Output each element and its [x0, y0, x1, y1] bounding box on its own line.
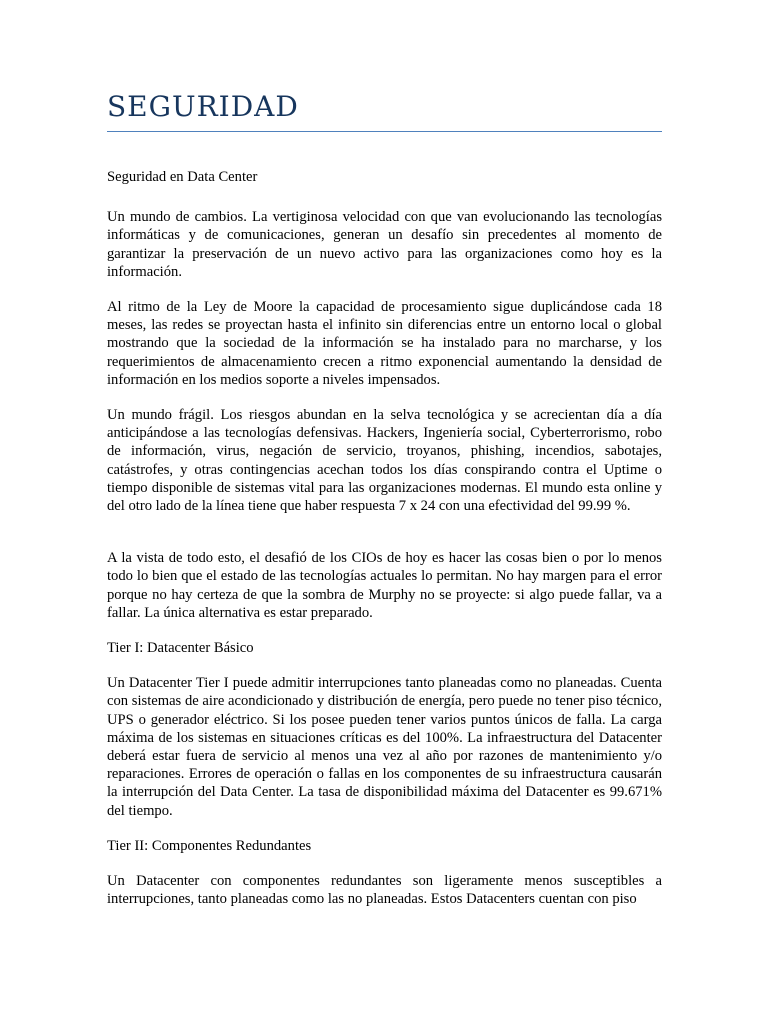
title-divider — [107, 131, 662, 132]
paragraph-2: Al ritmo de la Ley de Moore la capacidad de procesamiento sigue duplicándose cada 18 meses, las redes se proyectan hasta el infinito sin diferencias entre un entorno local o global mostrando que la sociedad de la información se ha instalado para no marcharse, y los requerimientos de almacenamiento crecen a ritmo exponencial aumentando la densidad de información en los medios soporte a niveles impensados. — [107, 299, 662, 388]
paragraph-4: A la vista de todo esto, el desafió de los CIOs de hoy es hacer las cosas bien o por lo menos todo lo bien que el estado de las tecnologías actuales lo permitan. No hay margen para el error porque no hay certeza de que la sombra de Murphy no se proyecte: si algo puede fallar, va a fallar. La única alternativa es estar preparado. — [107, 550, 662, 621]
tier2-heading: Tier II: Componentes Redundantes — [107, 837, 312, 854]
section-subtitle: Seguridad en Data Center — [107, 169, 258, 185]
tier1-heading: Tier I: Datacenter Básico — [107, 640, 254, 657]
tier2-paragraph: Un Datacenter con componentes redundantes son ligeramente menos susceptibles a interrupciones, tanto planeadas como las no planeadas. Estos Datacenters cuentan con piso — [107, 873, 662, 908]
document-title: SEGURIDAD — [107, 90, 299, 123]
paragraph-1: Un mundo de cambios. La vertiginosa velocidad con que van evolucionando las tecnologías informáticas y de comunicaciones, generan un desafío sin precedentes al momento de garantizar la preservación de un nuevo activo para las organizaciones como hoy es la información. — [107, 209, 662, 280]
paragraph-3: Un mundo frágil. Los riesgos abundan en la selva tecnológica y se acrecientan día a día anticipándose a las tecnologías defensivas. Hackers, Ingeniería social, Cyberterrorismo, robo de información, virus, negación de servicio, troyanos, phishing, incendios, sabotajes, catástrofes, y otras contingencias acechan todos los días conspirando contra el Uptime o tiempo disponible de sistemas vital para las organizaciones modernas. El mundo esta online y del otro lado de la línea tiene que haber respuesta 7 x 24 con una efectividad del 99.99 %. — [107, 407, 662, 515]
document-body — [107, 168, 662, 909]
tier1-paragraph: Un Datacenter Tier I puede admitir interrupciones tanto planeadas como no planeadas. Cuenta con sistemas de aire acondicionado y distribución de energía, pero puede no tener piso técnico, UPS o generador eléctrico. Si los posee pueden tener varios puntos únicos de falla. La carga máxima de los sistemas en situaciones críticas es del 100%. La infraestructura del Datacenter deberá estar fuera de servicio al menos una vez al año por razones de mantenimiento y/o reparaciones. Errores de operación o fallas en los componentes de su infraestructura causarán la interrupción del Data Center. La tasa de disponibilidad máxima del Datacenter es 99.671% del tiempo. — [107, 675, 662, 819]
